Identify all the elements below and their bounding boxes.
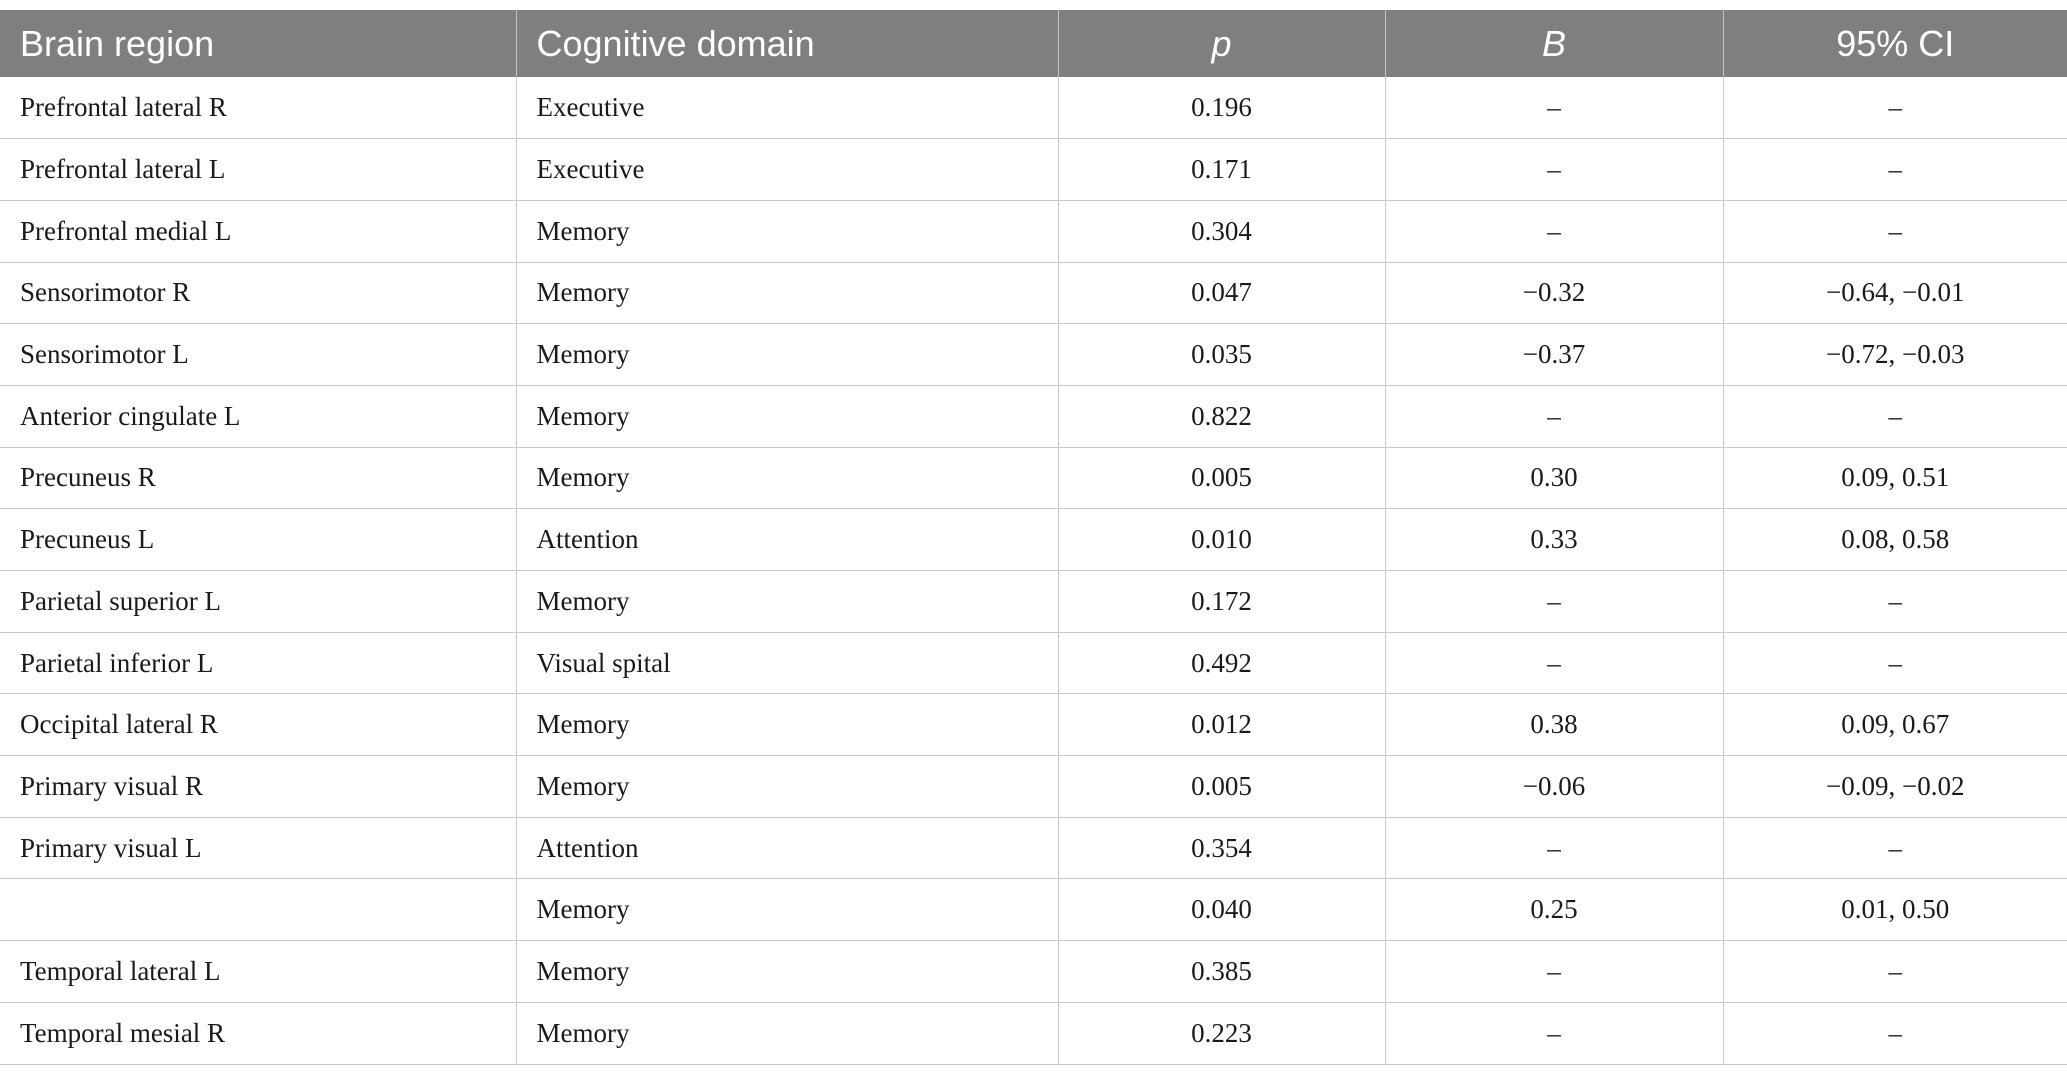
- cell-cognitive-domain: Memory: [516, 447, 1058, 509]
- cell-brain-region: Prefrontal lateral L: [0, 139, 516, 201]
- cell-confidence-interval: 0.09, 0.51: [1723, 447, 2067, 509]
- cell-p-value: 0.005: [1058, 447, 1385, 509]
- table-row: [0, 509, 2067, 571]
- cell-b-coefficient: –: [1385, 632, 1723, 694]
- cell-p-value: 0.223: [1058, 1002, 1385, 1064]
- cell-confidence-interval: –: [1723, 200, 2067, 262]
- cell-confidence-interval: 0.09, 0.67: [1723, 694, 2067, 756]
- results-table: [0, 10, 2067, 1065]
- cell-cognitive-domain: Visual spital: [516, 632, 1058, 694]
- table-row: [0, 324, 2067, 386]
- cell-cognitive-domain: Executive: [516, 77, 1058, 139]
- cell-confidence-interval: –: [1723, 385, 2067, 447]
- cell-brain-region: Temporal lateral L: [0, 941, 516, 1003]
- table-row: [0, 200, 2067, 262]
- table-row: [0, 262, 2067, 324]
- table-row: [0, 879, 2067, 941]
- cell-brain-region: Temporal mesial R: [0, 1002, 516, 1064]
- cell-p-value: 0.822: [1058, 385, 1385, 447]
- cell-b-coefficient: 0.38: [1385, 694, 1723, 756]
- table-row: [0, 77, 2067, 139]
- cell-cognitive-domain: Memory: [516, 200, 1058, 262]
- cell-p-value: 0.040: [1058, 879, 1385, 941]
- cell-cognitive-domain: Executive: [516, 139, 1058, 201]
- cell-cognitive-domain: Memory: [516, 756, 1058, 818]
- cell-p-value: 0.172: [1058, 571, 1385, 633]
- cell-cognitive-domain: Memory: [516, 941, 1058, 1003]
- cell-cognitive-domain: Memory: [516, 385, 1058, 447]
- cell-brain-region: Primary visual L: [0, 817, 516, 879]
- cell-p-value: 0.010: [1058, 509, 1385, 571]
- cell-p-value: 0.047: [1058, 262, 1385, 324]
- cell-confidence-interval: –: [1723, 139, 2067, 201]
- cell-cognitive-domain: Memory: [516, 694, 1058, 756]
- table-row: [0, 571, 2067, 633]
- header-confidence-interval: 95% CI: [1836, 22, 1955, 64]
- results-table-container: [0, 10, 2067, 1065]
- table-row: [0, 817, 2067, 879]
- cell-p-value: 0.171: [1058, 139, 1385, 201]
- cell-cognitive-domain: Memory: [516, 1002, 1058, 1064]
- cell-cognitive-domain: Attention: [516, 817, 1058, 879]
- cell-p-value: 0.012: [1058, 694, 1385, 756]
- cell-brain-region: Sensorimotor L: [0, 324, 516, 386]
- table-row: [0, 632, 2067, 694]
- cell-p-value: 0.035: [1058, 324, 1385, 386]
- cell-brain-region: Prefrontal lateral R: [0, 77, 516, 139]
- cell-b-coefficient: 0.25: [1385, 879, 1723, 941]
- header-b-coefficient: B: [1385, 10, 1723, 77]
- cell-p-value: 0.005: [1058, 756, 1385, 818]
- cell-b-coefficient: −0.06: [1385, 756, 1723, 818]
- cell-brain-region: Parietal inferior L: [0, 632, 516, 694]
- cell-p-value: 0.196: [1058, 77, 1385, 139]
- cell-b-coefficient: –: [1385, 1002, 1723, 1064]
- cell-p-value: 0.354: [1058, 817, 1385, 879]
- cell-b-coefficient: −0.37: [1385, 324, 1723, 386]
- cell-confidence-interval: –: [1723, 77, 2067, 139]
- table-row: [0, 1002, 2067, 1064]
- cell-brain-region: Sensorimotor R: [0, 262, 516, 324]
- cell-confidence-interval: −0.64, −0.01: [1723, 262, 2067, 324]
- cell-p-value: 0.492: [1058, 632, 1385, 694]
- table-row: [0, 139, 2067, 201]
- cell-confidence-interval: –: [1723, 571, 2067, 633]
- cell-brain-region: Parietal superior L: [0, 571, 516, 633]
- cell-cognitive-domain: Memory: [516, 879, 1058, 941]
- cell-brain-region: Precuneus R: [0, 447, 516, 509]
- cell-b-coefficient: –: [1385, 571, 1723, 633]
- header-row: [0, 10, 2067, 77]
- cell-b-coefficient: 0.33: [1385, 509, 1723, 571]
- cell-cognitive-domain: Memory: [516, 324, 1058, 386]
- cell-confidence-interval: –: [1723, 1002, 2067, 1064]
- cell-confidence-interval: 0.01, 0.50: [1723, 879, 2067, 941]
- cell-cognitive-domain: Memory: [516, 571, 1058, 633]
- cell-b-coefficient: −0.32: [1385, 262, 1723, 324]
- header-brain-region: Brain region: [0, 10, 516, 77]
- cell-confidence-interval: –: [1723, 941, 2067, 1003]
- cell-confidence-interval: −0.09, −0.02: [1723, 756, 2067, 818]
- cell-cognitive-domain: Memory: [516, 262, 1058, 324]
- cell-p-value: 0.304: [1058, 200, 1385, 262]
- cell-confidence-interval: −0.72, −0.03: [1723, 324, 2067, 386]
- cell-brain-region: Precuneus L: [0, 509, 516, 571]
- cell-b-coefficient: –: [1385, 139, 1723, 201]
- cell-b-coefficient: 0.30: [1385, 447, 1723, 509]
- table-row: [0, 385, 2067, 447]
- cell-brain-region: [0, 879, 516, 941]
- table-header: [0, 10, 2067, 77]
- cell-b-coefficient: –: [1385, 200, 1723, 262]
- cell-b-coefficient: –: [1385, 817, 1723, 879]
- cell-b-coefficient: –: [1385, 385, 1723, 447]
- table-row: [0, 941, 2067, 1003]
- cell-cognitive-domain: Attention: [516, 509, 1058, 571]
- cell-b-coefficient: –: [1385, 77, 1723, 139]
- cell-brain-region: Anterior cingulate L: [0, 385, 516, 447]
- header-cognitive-domain: Cognitive domain: [516, 10, 1058, 77]
- table-row: [0, 447, 2067, 509]
- cell-confidence-interval: –: [1723, 817, 2067, 879]
- cell-confidence-interval: –: [1723, 632, 2067, 694]
- cell-brain-region: Prefrontal medial L: [0, 200, 516, 262]
- cell-brain-region: Primary visual R: [0, 756, 516, 818]
- table-body: [0, 77, 2067, 1064]
- cell-confidence-interval: 0.08, 0.58: [1723, 509, 2067, 571]
- cell-p-value: 0.385: [1058, 941, 1385, 1003]
- cell-brain-region: Occipital lateral R: [0, 694, 516, 756]
- table-row: [0, 694, 2067, 756]
- header-p-value: p: [1058, 10, 1385, 77]
- table-row: [0, 756, 2067, 818]
- cell-b-coefficient: –: [1385, 941, 1723, 1003]
